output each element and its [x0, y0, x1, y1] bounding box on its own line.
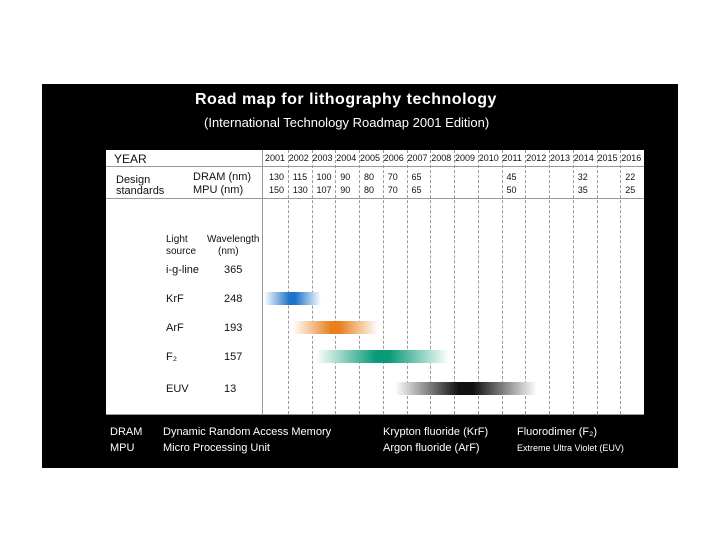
year-column-divider — [525, 150, 526, 414]
mpu-value: 130 — [292, 185, 308, 195]
light-source-1: KrF — [166, 293, 184, 305]
wavelength-0: 365 — [224, 264, 243, 276]
legend-abbr-mpu: MPU — [110, 442, 135, 454]
year-header-2005: 2005 — [360, 153, 381, 163]
light-source-header-line2: source — [166, 246, 197, 257]
year-header-2011: 2011 — [502, 153, 522, 163]
dram-value: 90 — [340, 172, 351, 182]
year-header-2002: 2002 — [288, 153, 309, 163]
column-divider — [262, 150, 263, 414]
mpu-value: 80 — [364, 185, 375, 195]
row-divider — [106, 198, 644, 199]
mpu-value: 25 — [625, 185, 636, 195]
dram-value: 70 — [387, 172, 398, 182]
dram-value: 115 — [292, 172, 308, 182]
legend-abbr-dram: DRAM — [110, 426, 143, 438]
year-header-2012: 2012 — [526, 153, 547, 163]
year-label: YEAR — [114, 152, 147, 166]
design-standards-label-line2: standards — [116, 185, 165, 197]
light-source-0: i-g-line — [166, 264, 200, 276]
year-column-divider — [312, 150, 313, 414]
dram-value: 22 — [625, 172, 636, 182]
light-source-3: F₂ — [166, 351, 177, 363]
wavelength-1: 248 — [224, 293, 243, 305]
legend-krf: Krypton fluoride (KrF) — [383, 426, 489, 438]
year-column-divider — [502, 150, 503, 414]
dram-value: 100 — [316, 172, 332, 182]
year-header-2006: 2006 — [383, 153, 404, 163]
mpu-value: 65 — [411, 185, 422, 195]
year-header-2009: 2009 — [455, 153, 476, 163]
year-column-divider — [573, 150, 574, 414]
year-header-2014: 2014 — [573, 153, 594, 163]
year-header-2010: 2010 — [478, 153, 499, 163]
year-header-2015: 2015 — [597, 153, 618, 163]
dram-value: 32 — [577, 172, 588, 182]
year-header-2008: 2008 — [431, 153, 452, 163]
availability-bar-4 — [395, 382, 538, 395]
row-divider — [106, 166, 644, 167]
year-header-2001: 2001 — [265, 153, 286, 163]
dram-value: 80 — [364, 172, 375, 182]
dram-label: DRAM (nm) — [193, 171, 252, 183]
availability-bar-3 — [316, 350, 449, 363]
page-subtitle: (International Technology Roadmap 2001 Edition) — [204, 115, 490, 130]
year-column-divider — [407, 150, 408, 414]
year-column-divider — [359, 150, 360, 414]
page-title: Road map for lithography technology — [195, 91, 497, 108]
dram-value: 65 — [411, 172, 422, 182]
availability-bar-1 — [264, 292, 321, 305]
availability-bar-2 — [293, 321, 379, 334]
wavelength-header-line1: Wavelength — [207, 234, 260, 245]
wavelength-2: 193 — [224, 322, 243, 334]
mpu-value: 150 — [269, 185, 285, 195]
year-column-divider — [478, 150, 479, 414]
legend-desc-dram: Dynamic Random Access Memory — [163, 426, 332, 438]
dram-value: 130 — [269, 172, 285, 182]
year-column-divider — [430, 150, 431, 414]
mpu-value: 35 — [577, 185, 588, 195]
year-header-2016: 2016 — [621, 153, 642, 163]
mpu-value: 107 — [316, 185, 332, 195]
year-header-2003: 2003 — [312, 153, 333, 163]
year-column-divider — [454, 150, 455, 414]
wavelength-header-line2: (nm) — [218, 246, 239, 257]
year-header-2004: 2004 — [336, 153, 357, 163]
row-divider — [106, 414, 644, 415]
light-source-header-line1: Light — [166, 234, 188, 245]
year-column-divider — [383, 150, 384, 414]
year-column-divider — [549, 150, 550, 414]
wavelength-4: 13 — [224, 383, 237, 395]
legend-f2: Fluorodimer (F₂) — [517, 426, 598, 438]
year-header-2013: 2013 — [550, 153, 571, 163]
mpu-value: 90 — [340, 185, 351, 195]
design-standards-label-line1: Design — [116, 174, 151, 186]
year-column-divider — [620, 150, 621, 414]
year-column-divider — [335, 150, 336, 414]
wavelength-3: 157 — [224, 351, 243, 363]
roadmap-table — [106, 150, 644, 415]
dram-value: 45 — [506, 172, 517, 182]
mpu-value: 50 — [506, 185, 517, 195]
light-source-2: ArF — [166, 322, 184, 334]
mpu-label: MPU (nm) — [193, 184, 244, 196]
legend-arf: Argon fluoride (ArF) — [383, 442, 480, 454]
mpu-value: 70 — [387, 185, 398, 195]
year-column-divider — [288, 150, 289, 414]
year-header-2007: 2007 — [407, 153, 428, 163]
legend-desc-mpu: Micro Processing Unit — [163, 442, 270, 454]
legend-euv: Extreme Ultra Violet (EUV) — [517, 443, 624, 453]
light-source-4: EUV — [166, 383, 189, 395]
year-column-divider — [597, 150, 598, 414]
